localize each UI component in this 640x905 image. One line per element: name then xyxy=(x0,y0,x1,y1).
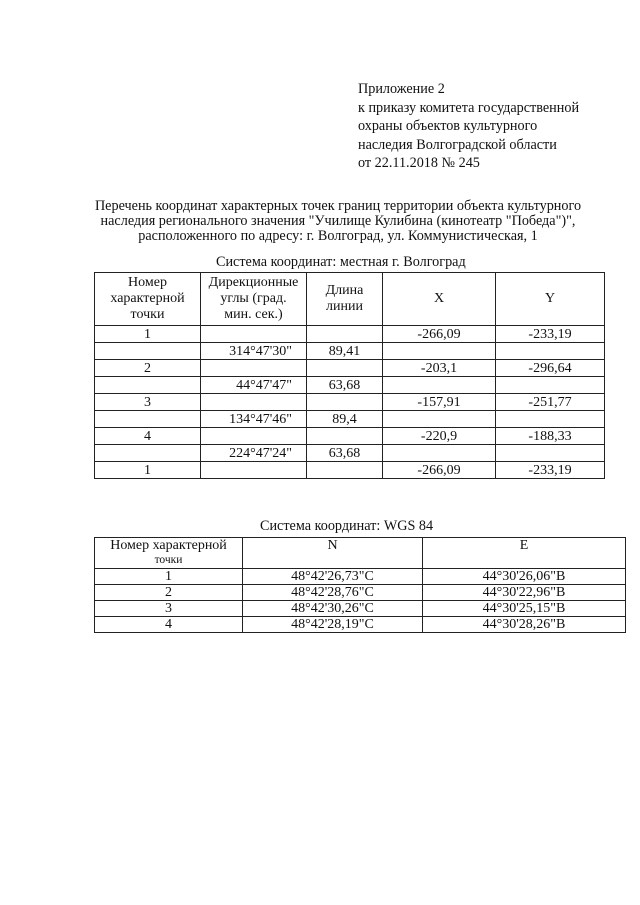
length-cell: 63,68 xyxy=(307,377,383,394)
e-cell: 44°30'28,26"В xyxy=(423,617,626,633)
angle-cell xyxy=(201,428,307,445)
y-cell: -233,19 xyxy=(496,326,605,343)
table2-caption: Система координат: WGS 84 xyxy=(260,518,434,534)
point-cell: 1 xyxy=(95,462,201,479)
title-line-3: расположенного по адресу: г. Волгоград, ул. Коммунистическая, 1 xyxy=(138,228,538,244)
angle-cell xyxy=(201,462,307,479)
x-cell: -220,9 xyxy=(383,428,496,445)
x-cell: -266,09 xyxy=(383,326,496,343)
length-cell xyxy=(307,360,383,377)
document-title xyxy=(78,199,598,244)
length-cell: 63,68 xyxy=(307,445,383,462)
length-cell: 89,41 xyxy=(307,343,383,360)
table1-header-row xyxy=(95,273,605,326)
length-cell xyxy=(307,326,383,343)
table-row xyxy=(95,411,605,428)
e-cell: 44°30'26,06"В xyxy=(423,569,626,585)
e-cell: 44°30'22,96"В xyxy=(423,585,626,601)
point-cell: 4 xyxy=(95,428,201,445)
x-cell xyxy=(383,343,496,360)
y-cell xyxy=(496,377,605,394)
point-cell xyxy=(95,343,201,360)
annex-committee-line: охраны объектов культурного xyxy=(358,118,538,135)
x-cell xyxy=(383,377,496,394)
header-point-number: Номер характерной точки xyxy=(95,538,243,569)
point-cell xyxy=(95,377,201,394)
point-cell: 3 xyxy=(95,601,243,617)
angle-cell xyxy=(201,394,307,411)
table-row xyxy=(95,394,605,411)
local-coordinates-table xyxy=(94,272,605,479)
point-cell: 4 xyxy=(95,617,243,633)
n-cell: 48°42'26,73"С xyxy=(243,569,423,585)
table-row xyxy=(95,360,605,377)
length-cell: 89,4 xyxy=(307,411,383,428)
table2-header-row xyxy=(95,538,626,569)
table-row xyxy=(95,326,605,343)
table-row xyxy=(95,343,605,360)
point-cell: 3 xyxy=(95,394,201,411)
table-row xyxy=(95,377,605,394)
annex-title: Приложение 2 xyxy=(358,81,445,97)
x-cell: -203,1 xyxy=(383,360,496,377)
table1-caption: Система координат: местная г. Волгоград xyxy=(216,254,466,270)
length-cell xyxy=(307,394,383,411)
annex-date-number: от 22.11.2018 № 245 xyxy=(358,155,480,172)
table-row xyxy=(95,569,626,585)
header-e: E xyxy=(423,538,626,569)
point-cell: 2 xyxy=(95,585,243,601)
title-line-1: Перечень координат характерных точек границ территории объекта культурного xyxy=(94,198,582,214)
angle-cell: 44°47'47" xyxy=(201,377,307,394)
table-row xyxy=(95,617,626,633)
n-cell: 48°42'30,26"С xyxy=(243,601,423,617)
y-cell: -233,19 xyxy=(496,462,605,479)
point-cell xyxy=(95,445,201,462)
point-cell: 2 xyxy=(95,360,201,377)
header-n: N xyxy=(243,538,423,569)
n-cell: 48°42'28,19"С xyxy=(243,617,423,633)
angle-cell: 314°47'30" xyxy=(201,343,307,360)
header-x: X xyxy=(383,273,496,326)
y-cell: -296,64 xyxy=(496,360,605,377)
point-cell: 1 xyxy=(95,326,201,343)
angle-cell: 134°47'46" xyxy=(201,411,307,428)
e-cell: 44°30'25,15"В xyxy=(423,601,626,617)
x-cell: -266,09 xyxy=(383,462,496,479)
annex-region-line: наследия Волгоградской области xyxy=(358,136,557,153)
angle-cell xyxy=(201,326,307,343)
x-cell: -157,91 xyxy=(383,394,496,411)
n-cell: 48°42'28,76"С xyxy=(243,585,423,601)
x-cell xyxy=(383,411,496,428)
y-cell xyxy=(496,445,605,462)
annex-block xyxy=(358,80,579,173)
x-cell xyxy=(383,445,496,462)
angle-cell xyxy=(201,360,307,377)
y-cell xyxy=(496,343,605,360)
annex-order-line: к приказу комитета государственной xyxy=(358,99,580,116)
point-cell: 1 xyxy=(95,569,243,585)
table-row xyxy=(95,445,605,462)
header-point-number: Номер характерной точки xyxy=(95,273,201,326)
table-row xyxy=(95,428,605,445)
y-cell: -251,77 xyxy=(496,394,605,411)
y-cell xyxy=(496,411,605,428)
table-row xyxy=(95,462,605,479)
length-cell xyxy=(307,428,383,445)
header-y: Y xyxy=(496,273,605,326)
table-row xyxy=(95,585,626,601)
point-cell xyxy=(95,411,201,428)
table-row xyxy=(95,601,626,617)
header-line-length: Длина линии xyxy=(307,273,383,326)
length-cell xyxy=(307,462,383,479)
wgs84-coordinates-table xyxy=(94,537,626,633)
title-line-2: наследия регионального значения "Училище Кулибина (кинотеатр "Победа")", xyxy=(100,213,576,229)
header-direction-angles: Дирекционные углы (град. мин. сек.) xyxy=(201,273,307,326)
y-cell: -188,33 xyxy=(496,428,605,445)
angle-cell: 224°47'24" xyxy=(201,445,307,462)
